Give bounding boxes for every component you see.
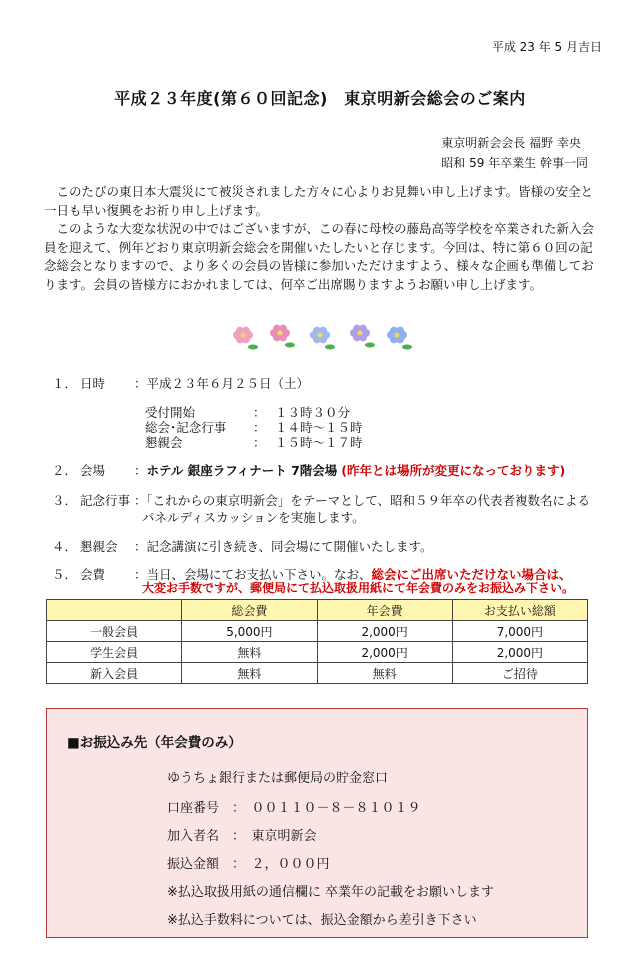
venue-name: ホテル 銀座ラフィナート 7階会場 (146, 463, 338, 478)
item-value: ：「これからの東京明新会」をテーマとして、昭和５９年卒の代表者複数名による (134, 493, 591, 508)
signature-block (441, 133, 588, 173)
schedule-value: １４時～１５時 (275, 420, 363, 435)
table-header: 年会費 (317, 600, 452, 621)
fee-table (46, 599, 588, 684)
fee-warning: 総会にご出席いただけない場合は、 (371, 567, 572, 582)
bank-title: ■お振込み先（年会費のみ） (67, 735, 242, 751)
table-row (47, 663, 588, 684)
bank-line: ※払込手数料については、振込金額から差引き下さい (167, 913, 477, 928)
schedule-colon: ： (253, 420, 266, 435)
table-header: 総会費 (182, 600, 317, 621)
signature-line: 昭和 59 年卒業生 幹事一同 (441, 156, 588, 170)
table-cell: 学生会員 (47, 642, 182, 663)
table-cell: 無料 (182, 663, 317, 684)
fee-warning: 大変お手数ですが、郵便局にて払込取扱用紙にて年会費のみをお振込み下さい。 (142, 581, 575, 595)
venue-colon: ： (134, 463, 147, 478)
schedule-row (145, 436, 363, 450)
item-value: パネルディスカッションを実施します。 (142, 510, 365, 525)
bank-line: ※払込取扱用紙の通信欄に 卒業年の記載をお願いします (167, 885, 495, 900)
table-cell: 7,000円 (452, 621, 587, 642)
signature-line: 東京明新会会長 福野 幸央 (441, 136, 581, 150)
item-value: ：平成２３年６月２５日（土） (134, 376, 310, 391)
table-cell: 5,000円 (182, 621, 317, 642)
item-label: 会費 (80, 567, 106, 582)
item-number: １． (52, 376, 78, 391)
paragraph: このたびの東日本大震災にて被災されました方々に心よりお見舞い申し上げます。皆様の安全と一日も早い復興をお祈り申し上げます。 (44, 184, 594, 218)
table-cell: 2,000円 (452, 642, 587, 663)
schedule-key: 懇親会 (145, 435, 183, 450)
table-cell: 新入会員 (47, 663, 182, 684)
item-value (134, 462, 614, 479)
schedule-value: １５時～１７時 (275, 435, 363, 450)
item-label: 日時 (80, 376, 106, 391)
issue-date: 平成 23 年 5 月吉日 (491, 40, 602, 54)
table-header: お支払い総額 (452, 600, 587, 621)
table-cell: 2,000円 (317, 621, 452, 642)
table-cell: 無料 (182, 642, 317, 663)
table-cell: 無料 (317, 663, 452, 684)
fee-text: ：当日、会場にてお支払い下さい。なお、 (134, 567, 372, 582)
table-cell: ご招待 (452, 663, 587, 684)
item-value: ：記念講演に引き続き、同会場にて開催いたします。 (134, 539, 433, 554)
item-number: ４． (52, 539, 78, 554)
table-cell: 一般会員 (47, 621, 182, 642)
item-label: 会場 (80, 463, 106, 478)
schedule-colon: ： (253, 435, 266, 450)
item-number: ２． (52, 463, 78, 478)
greeting-text (44, 183, 600, 294)
schedule-row (145, 421, 363, 435)
schedule-row (145, 406, 350, 420)
schedule-colon: ： (253, 405, 266, 420)
flower-garland-icon (225, 313, 415, 355)
table-cell: 2,000円 (317, 642, 452, 663)
bank-line: ゆうちょ銀行または郵便局の貯金窓口 (167, 771, 389, 786)
table-header (47, 600, 182, 621)
table-header-row (47, 600, 588, 621)
paragraph: このような大変な状況の中ではございますが、この春に母校の藤島高等学校を卒業された新入会員を迎えて、例年どおり東京明新会総会を開催いたしたいと存じます。今回は、特に第６０回の記念総会となりますので、より多くの会員の皆様に参加いただけますよう、様々な企画も準備しております。会員の皆様方におかれましては、何卒ご出席賜りますようお願い申し上げます。 (44, 221, 595, 292)
bank-line: 振込金額 ： ２，０００円 (167, 857, 330, 872)
item-label: 懇親会 (80, 539, 118, 554)
venue-change-note: (昨年とは場所が変更になっております) (341, 463, 566, 478)
item-number: ５． (52, 567, 78, 582)
item-label: 記念行事 (80, 493, 131, 508)
item-number: ３． (52, 493, 78, 508)
table-row (47, 621, 588, 642)
bank-transfer-box (46, 708, 588, 938)
table-row (47, 642, 588, 663)
schedule-key: 総会･記念行事 (145, 420, 227, 435)
bank-line: 口座番号 ： ００１１０－８－８１０１９ (167, 801, 421, 816)
bank-line: 加入者名 ： 東京明新会 (167, 829, 317, 844)
schedule-value: １３時３０分 (275, 405, 351, 420)
page-title: 平成２３年度(第６０回記念) 東京明新会総会のご案内 (114, 89, 526, 108)
schedule-key: 受付開始 (145, 405, 196, 420)
